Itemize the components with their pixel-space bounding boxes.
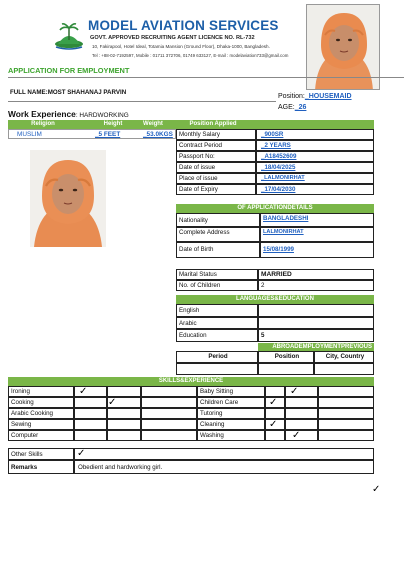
contract-value: _2 YEARS [261,142,291,149]
position-value: _HOUSEMAID [304,93,352,100]
skill-spacer [141,419,197,430]
physical-header-bar [8,120,374,129]
skill-check [74,397,107,408]
skills-table [8,386,374,478]
abroad-col [176,351,258,363]
applicant-photo-large [30,150,106,247]
skill-check [74,386,107,397]
skill-ironing: Ironing [11,388,30,395]
skill-spacer [318,419,374,430]
job-row [176,184,256,195]
col-religion: Religion [31,121,55,127]
skill-check [265,430,285,441]
period-header: Period [208,353,228,360]
job-value [256,140,374,151]
company-logo [52,18,86,52]
company-name: MODEL AVIATION SERVICES [88,18,279,33]
skill-row [197,419,265,430]
skill-cooking: Cooking [11,399,34,406]
work-experience-row [8,104,276,119]
job-details-table [176,129,374,203]
skill-row [8,430,74,441]
licence-line: GOVT. APPROVED RECRUITING AGENT LICENCE NO. RL-732 [90,35,255,41]
detail-value [260,242,374,258]
skill-spacer [107,419,141,430]
languages-table [176,304,374,342]
job-value [256,162,374,173]
expiry-value: _17/04/2030 [261,186,296,193]
skill-baby-sitting: Baby Sitting [200,388,234,395]
age-label: AGE: [278,104,295,111]
job-row [176,162,256,173]
check-icon: ✓ [77,448,86,459]
skill-check [74,408,107,419]
language-label [176,317,258,329]
job-value [256,184,374,195]
language-value [258,329,374,342]
stray-check-icon: ✓ [372,484,381,495]
skill-spacer [141,397,197,408]
job-label: Date of Expiry [179,186,218,193]
dob-value: 15/08/1999 [263,246,294,253]
skill-check [265,386,285,397]
english-label: English [179,307,200,314]
skill-computer: Computer [11,432,39,439]
detail-value [260,227,374,242]
children-value: 2 [261,282,265,289]
marital-label [176,280,258,291]
city-country-header: City, Country [325,353,365,360]
other-skills-label: Other Skills [11,451,43,458]
work-experience-label: Work Experience [8,109,76,119]
skill-children-care: Children Care [200,399,239,406]
application-details-table [176,213,374,258]
job-row [176,129,256,140]
languages-header: LANGUAGES&EDUCATION [176,295,374,304]
skill-row [197,408,265,419]
skill-washing: Washing [200,432,224,439]
skill-row [197,397,265,408]
skill-check [285,430,318,441]
abroad-col [258,351,314,363]
remarks-row [8,460,74,474]
form-title: APPLICATION FOR EMPLOYMENT [8,66,130,75]
skill-check [285,408,318,419]
skill-spacer [141,408,197,419]
detail-label [176,213,260,227]
check-icon: ✓ [292,430,301,441]
contact-line: Tel : +88-02-7192597, Mobile : 01711 372706, 01749 633127, E-mail : modelaviation733@gmail.com [92,53,289,58]
marital-label [176,269,258,280]
skill-check [265,397,285,408]
height-value: _5 FEET [95,131,121,138]
age-row [278,104,374,116]
job-value [256,129,374,140]
remarks-value: Obedient and hardworking girl. [78,464,163,471]
arabic-label: Arabic [179,320,197,327]
detail-label [176,242,260,258]
abroad-position-header: Position [274,353,300,360]
address-label: Complete Address [179,229,230,236]
abroad-cell [258,363,314,375]
nationality-label: Nationality [179,217,208,224]
marital-value [258,269,374,280]
passport-value: _A18452609 [261,153,297,160]
children-label: No. of Children [179,282,221,289]
abroad-cell [176,363,258,375]
full-name-cell [8,86,276,102]
check-icon: ✓ [269,419,278,430]
skill-check [285,397,318,408]
full-name: FULL NAME:MOST SHAHANAJ PARVIN [10,89,127,96]
skill-spacer [107,408,141,419]
job-value [256,173,374,184]
col-position-applied: Position Applied [189,121,237,127]
job-value [256,151,374,162]
check-icon: ✓ [290,386,299,397]
marital-status-label: Marital Status [179,271,217,278]
marital-value [258,280,374,291]
skill-row [8,397,74,408]
skill-row [8,419,74,430]
col-weight: Weight [143,121,163,127]
skill-check [285,419,318,430]
job-label: Monthly Salary [179,131,220,138]
application-details-header: OF APPLICATIONDETAILS [176,204,374,213]
abroad-table [176,351,374,375]
language-label [176,304,258,317]
skill-check [107,397,141,408]
religion-value: MUSLIM [17,131,42,138]
remarks-value-cell [74,460,374,474]
skill-arabic-cooking: Arabic Cooking [11,410,53,417]
salary-value: _900SR [261,131,284,138]
job-row [176,151,256,162]
skill-spacer [107,386,141,397]
skill-check [285,386,318,397]
remarks-label: Remarks [11,464,38,471]
position-label: Position: [278,93,305,100]
skill-row [197,386,265,397]
abroad-cell [314,363,374,375]
detail-label [176,227,260,242]
work-experience-value: : HARDWORKING [75,112,129,119]
check-icon: ✓ [269,397,278,408]
skill-spacer [318,430,374,441]
check-icon: ✓ [108,397,117,408]
weight-value: _53.0KGS [143,131,173,138]
education-value: 5 [261,332,265,339]
job-row [176,140,256,151]
education-label: Education [179,332,207,339]
job-label: Contract Period [179,142,222,149]
skill-cleaning: Cleaning [200,421,225,428]
skill-spacer [141,386,197,397]
skill-row [8,408,74,419]
detail-value [260,213,374,227]
job-row [176,173,256,184]
language-value [258,304,374,317]
other-skills-check [74,448,374,460]
skill-spacer [318,397,374,408]
skills-header: SKILLS&EXPERIENCE [8,377,374,386]
skill-sewing: Sewing [11,421,32,428]
skill-spacer [318,408,374,419]
check-icon: ✓ [79,386,88,397]
skill-spacer [318,386,374,397]
address-line: 10, Fakirapool, Hotel Ideal, Totamia Mansion (Ground Floor), Dhaka-1000, Bangladesh. [92,44,270,49]
other-skills-row [8,448,74,460]
skill-spacer [107,430,141,441]
marital-status-value: MARRIED [261,271,292,278]
marital-table [176,269,374,291]
issue-place-value: _LALMONIRHAT [261,175,305,181]
abroad-col [314,351,374,363]
job-label: Passport No: [179,153,215,160]
skill-check [74,419,107,430]
job-label: Date of issue [179,164,216,171]
skill-check [265,419,285,430]
address-value: LALMONIRHAT [263,229,304,235]
col-height: Height [103,121,123,127]
position-cell [276,92,376,104]
skill-row [8,386,74,397]
language-label [176,329,258,342]
abroad-header: ABROADEMPLOYMENTPREVIOUS [258,343,374,351]
skill-check [74,430,107,441]
title-divider [8,77,404,78]
job-label: Place of issue [179,175,218,182]
language-value [258,317,374,329]
physical-values-row [8,129,176,139]
nationality-value: BANGLADESHI [263,215,309,222]
issue-date-value: _18/04/2025 [261,164,296,171]
age-value: _26 [294,104,307,111]
skill-tutoring: Tutoring [200,410,223,417]
skill-spacer [141,430,197,441]
skill-row [197,430,265,441]
skill-check [265,408,285,419]
dob-label: Date of Birth [179,246,214,253]
